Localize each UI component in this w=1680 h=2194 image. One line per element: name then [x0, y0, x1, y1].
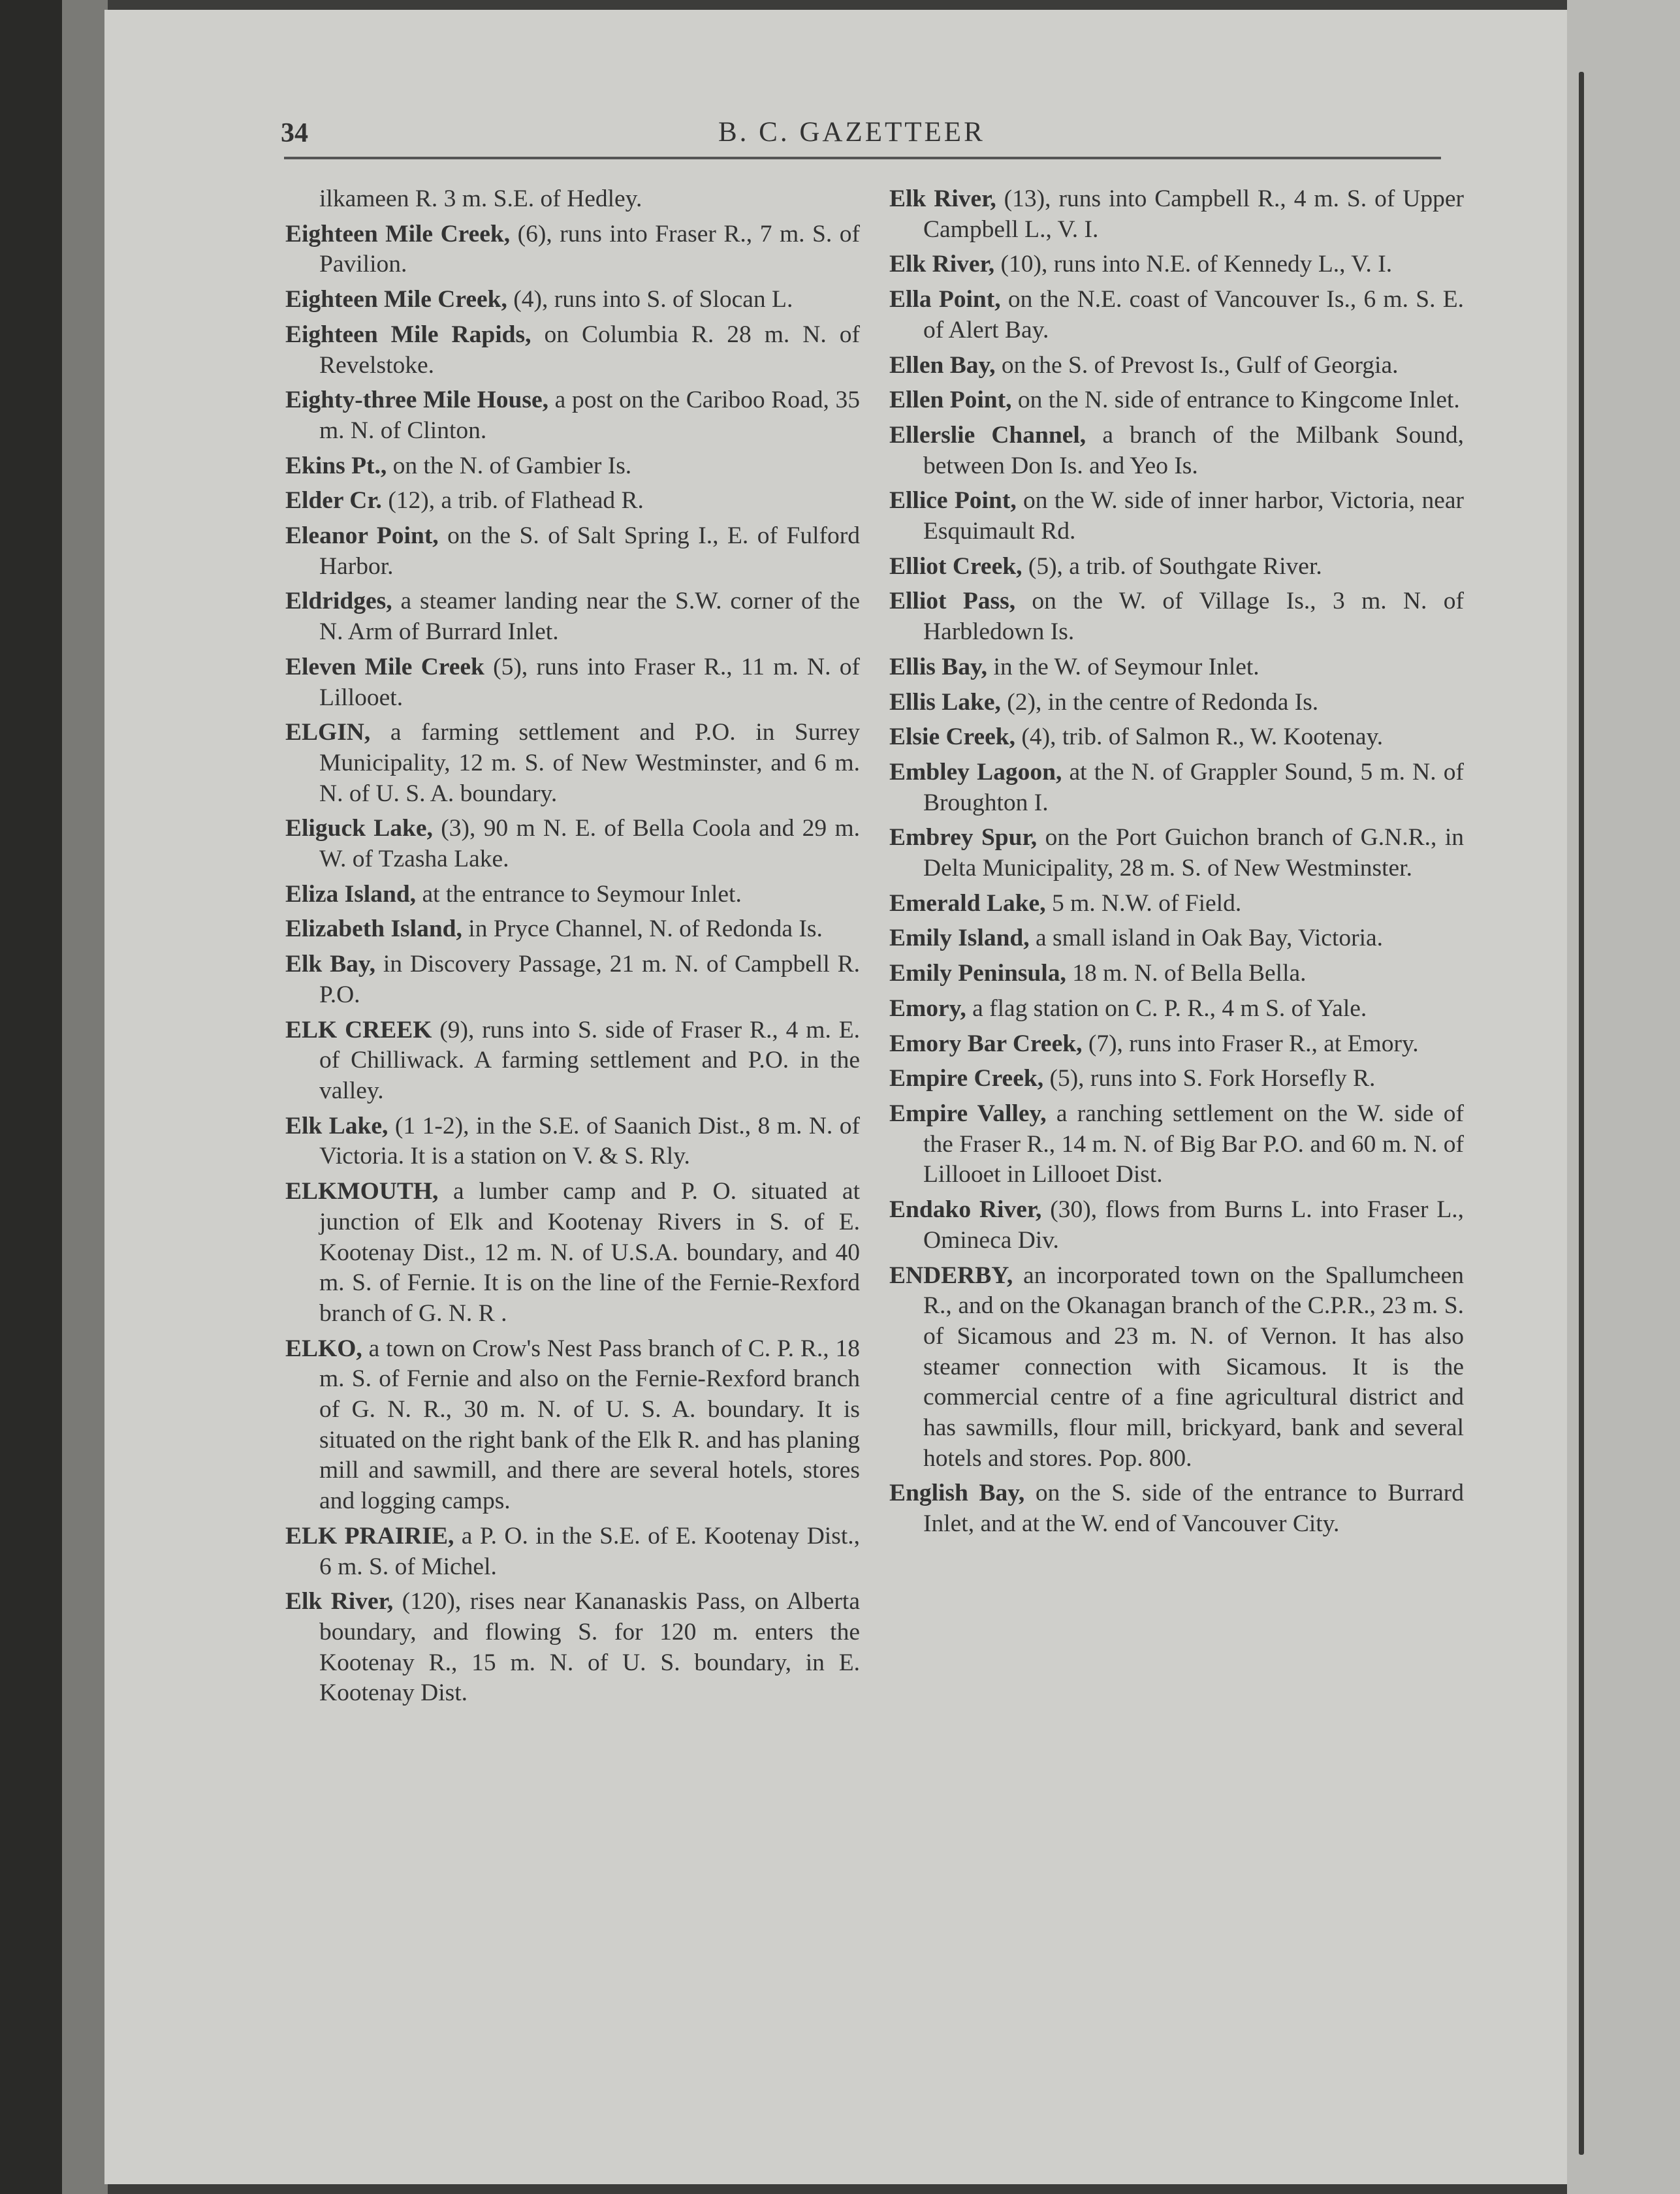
- gazetteer-entry: [285, 1015, 860, 1107]
- entry-headword: Ellis Lake,: [889, 688, 1001, 716]
- entry-headword: Embrey Spur,: [889, 824, 1038, 851]
- entry-headword: Elk River,: [285, 1588, 394, 1615]
- entry-headword: Emily Peninsula,: [889, 960, 1066, 987]
- gazetteer-entry: [889, 1064, 1464, 1094]
- entry-text: a flag station on C. P. R., 4 m S. of Yale.: [966, 994, 1367, 1022]
- entry-headword: Eighteen Mile Creek,: [285, 220, 511, 247]
- entry-headword: Elizabeth Island,: [285, 915, 462, 943]
- entry-headword: Elk Bay,: [285, 951, 375, 978]
- entry-headword: Eighty-three Mile House,: [285, 387, 548, 414]
- entry-headword: ELK CREEK: [285, 1016, 432, 1043]
- gazetteer-entry: [285, 320, 860, 381]
- entry-headword: Elliot Creek,: [889, 552, 1022, 580]
- right-edge-rule: [1579, 72, 1584, 2155]
- entry-headword: Embley Lagoon,: [889, 758, 1062, 786]
- entry-headword: Eldridges,: [285, 588, 392, 615]
- entry-text: (7), runs into Fraser R., at Emory.: [1082, 1030, 1419, 1057]
- entry-text: (13), runs into Campbell R., 4 m. S. of Upper Campbell L., V. I.: [923, 185, 1464, 243]
- entry-text: on the N. side of entrance to Kingcome Inlet.: [1011, 387, 1460, 414]
- gazetteer-entry: [889, 1195, 1464, 1256]
- gazetteer-entry: [285, 521, 860, 582]
- entry-text: ilkameen R. 3 m. S.E. of Hedley.: [319, 185, 642, 212]
- entry-text: on the W. side of inner harbor, Victoria, near Esquimault Rd.: [923, 487, 1464, 545]
- entry-text: (5), a trib. of Southgate River.: [1022, 552, 1322, 580]
- entry-text: a ranching settlement on the W. side of the Fraser R., 14 m. N. of Big Bar P.O. and 60 m. N. of Lillooet in Lillooet Dist.: [923, 1100, 1464, 1188]
- entry-headword: ELGIN,: [285, 719, 371, 746]
- entry-headword: Emory Bar Creek,: [889, 1030, 1083, 1057]
- entry-text: at the entrance to Seymour Inlet.: [416, 880, 742, 908]
- entry-text: a branch of the Milbank Sound, between Don Is. and Yeo Is.: [923, 421, 1464, 479]
- gazetteer-entry: [285, 486, 860, 517]
- entry-text: (6), runs into Fraser R., 7 m. S. of Pavilion.: [319, 220, 860, 278]
- gazetteer-entry: [889, 486, 1464, 547]
- gazetteer-entry: [889, 552, 1464, 582]
- entry-text: at the N. of Grappler Sound, 5 m. N. of Broughton I.: [923, 758, 1464, 816]
- gazetteer-entry: [889, 1029, 1464, 1060]
- entry-headword: Emily Island,: [889, 925, 1030, 952]
- entry-text: (5), runs into Fraser R., 11 m. N. of Lillooet.: [319, 653, 860, 711]
- entry-text: (9), runs into S. side of Fraser R., 4 m. E. of Chilliwack. A farming settlement and P.O. in the valley.: [319, 1016, 860, 1104]
- gazetteer-entry: [889, 249, 1464, 280]
- gazetteer-entry: [889, 586, 1464, 647]
- gazetteer-entry: [285, 1111, 860, 1172]
- entry-text: on the W. of Village Is., 3 m. N. of Harbledown Is.: [923, 588, 1464, 646]
- entry-text: in Pryce Channel, N. of Redonda Is.: [462, 915, 823, 943]
- gazetteer-entry: [889, 959, 1464, 989]
- entry-headword: Eliguck Lake,: [285, 815, 433, 842]
- gazetteer-entry: [889, 652, 1464, 683]
- entry-text: in Discovery Passage, 21 m. N. of Campbell R. P.O.: [319, 951, 860, 1008]
- entry-text: an incorporated town on the Spallumcheen R., and on the Okanagan branch of the C.P.R., 23 m. S. of Sicamous and 23 m. N. of Vernon. It has also steamer connection with Sicamous. It is the commercial centre of a fine agricultural district and has sawmills, flour mill, brickyard, bank and several hotels and stores. Pop. 800.: [923, 1262, 1464, 1472]
- entry-headword: Empire Valley,: [889, 1100, 1047, 1127]
- entry-text: a steamer landing near the S.W. corner of the N. Arm of Burrard Inlet.: [319, 588, 860, 646]
- entry-text: (120), rises near Kananaskis Pass, on Alberta boundary, and flowing S. for 120 m. enters the Kootenay R., 15 m. N. of U. S. boundary, in E. Kootenay Dist.: [319, 1588, 860, 1707]
- entry-headword: Elk River,: [889, 251, 995, 278]
- gazetteer-entry: [889, 1478, 1464, 1539]
- gazetteer-entry: [889, 1261, 1464, 1474]
- gazetteer-entry: [285, 652, 860, 713]
- gazetteer-entry: [285, 1177, 860, 1329]
- entry-headword: Eighteen Mile Rapids,: [285, 321, 531, 348]
- gazetteer-entry: [285, 285, 860, 315]
- gazetteer-entry: [889, 351, 1464, 381]
- entry-headword: ELKO,: [285, 1335, 362, 1362]
- entry-text: (4), trib. of Salmon R., W. Kootenay.: [1015, 723, 1384, 751]
- entry-text: a P. O. in the S.E. of E. Kootenay Dist., 6 m. S. of Michel.: [319, 1522, 860, 1580]
- entry-text: (2), in the centre of Redonda Is.: [1000, 688, 1319, 716]
- gazetteer-entry: [285, 219, 860, 280]
- entry-text: (10), runs into N.E. of Kennedy L., V. I.: [994, 251, 1393, 278]
- book-binding: [0, 0, 72, 2194]
- entry-text: 18 m. N. of Bella Bella.: [1066, 960, 1307, 987]
- entry-text: on the S. of Prevost Is., Gulf of Georgia.: [995, 351, 1399, 379]
- entry-text: a small island in Oak Bay, Victoria.: [1029, 925, 1384, 952]
- gazetteer-entry: [889, 923, 1464, 954]
- header-rule: [284, 157, 1441, 159]
- gazetteer-entry: [285, 451, 860, 482]
- entry-text: (3), 90 m N. E. of Bella Coola and 29 m. W. of Tzasha Lake.: [319, 815, 860, 873]
- gazetteer-entry: [285, 814, 860, 874]
- entry-headword: Elliot Pass,: [889, 588, 1016, 615]
- gazetteer-entry: [889, 1099, 1464, 1190]
- entry-headword: Elsie Creek,: [889, 723, 1016, 751]
- entry-text: (30), flows from Burns L. into Fraser L., Omineca Div.: [923, 1196, 1464, 1254]
- gazetteer-entry: [285, 949, 860, 1010]
- entry-headword: Ella Point,: [889, 286, 1001, 313]
- entry-text: on the N.E. coast of Vancouver Is., 6 m. S. E. of Alert Bay.: [923, 286, 1464, 343]
- entry-text: on Columbia R. 28 m. N. of Revelstoke.: [319, 321, 860, 379]
- page-number: 34: [281, 118, 308, 148]
- gazetteer-entry: [285, 1587, 860, 1709]
- gazetteer-entry: [889, 688, 1464, 718]
- entry-headword: Elk Lake,: [285, 1112, 388, 1139]
- entry-headword: Empire Creek,: [889, 1065, 1044, 1092]
- entry-text: on the N. of Gambier Is.: [387, 452, 632, 479]
- entry-headword: Ellen Bay,: [889, 351, 996, 379]
- entry-headword: ELKMOUTH,: [285, 1178, 439, 1205]
- entry-headword: Ellen Point,: [889, 387, 1012, 414]
- entry-text: on the Port Guichon branch of G.N.R., in Delta Municipality, 28 m. S. of New Westminster.: [923, 824, 1464, 882]
- entry-text: on the S. side of the entrance to Burrard Inlet, and at the W. end of Vancouver City.: [923, 1480, 1464, 1538]
- entry-headword: Emory,: [889, 994, 966, 1022]
- gazetteer-entry: [285, 914, 860, 945]
- entry-headword: Eighteen Mile Creek,: [285, 286, 507, 313]
- gazetteer-entry: [285, 880, 860, 910]
- entry-headword: ELK PRAIRIE,: [285, 1522, 454, 1550]
- entry-text: a post on the Cariboo Road, 35 m. N. of Clinton.: [319, 387, 860, 444]
- entry-headword: Eliza Island,: [285, 880, 417, 908]
- entry-headword: English Bay,: [889, 1480, 1025, 1507]
- gazetteer-entry: [889, 994, 1464, 1025]
- entry-text: a farming settlement and P.O. in Surrey Municipality, 12 m. S. of New Westminster, and 6 m. N. of U. S. A. boundary.: [319, 719, 860, 807]
- gazetteer-entry: [889, 757, 1464, 818]
- gazetteer-entry: [285, 1521, 860, 1582]
- gazetteer-entry: [285, 1334, 860, 1517]
- right-column: [889, 184, 1464, 1544]
- gazetteer-entry: [889, 184, 1464, 245]
- gazetteer-entry: [889, 722, 1464, 753]
- entry-headword: Ekins Pt.,: [285, 452, 387, 479]
- entry-text: (1 1-2), in the S.E. of Saanich Dist., 8 m. N. of Victoria. It is a station on V. & S. Rly.: [319, 1112, 860, 1170]
- page-gutter: [62, 0, 108, 2194]
- gazetteer-entry: [285, 385, 860, 446]
- gazetteer-entry: [889, 889, 1464, 919]
- entry-headword: Eleanor Point,: [285, 522, 439, 550]
- entry-headword: Endako River,: [889, 1196, 1042, 1224]
- gazetteer-entry: [285, 184, 860, 215]
- entry-headword: Elder Cr.: [285, 487, 382, 515]
- gazetteer-entry: [889, 285, 1464, 345]
- entry-text: a lumber camp and P. O. situated at junction of Elk and Kootenay Rivers in S. of E. Kootenay Dist., 12 m. N. of U.S.A. boundary, and 40 m. S. of Fernie. It is on the line of the Fernie-Rexford branch of G. N. R .: [319, 1178, 860, 1327]
- gazetteer-entry: [285, 586, 860, 647]
- entry-text: (12), a trib. of Flathead R.: [381, 487, 644, 515]
- entry-text: on the S. of Salt Spring I., E. of Fulford Harbor.: [319, 522, 860, 580]
- entry-headword: Eleven Mile Creek: [285, 653, 484, 680]
- left-column: [285, 184, 860, 1713]
- gazetteer-entry: [889, 823, 1464, 883]
- gazetteer-entry: [889, 385, 1464, 416]
- entry-text: 5 m. N.W. of Field.: [1045, 889, 1242, 917]
- gazetteer-entry: [285, 718, 860, 809]
- gazetteer-entry: [889, 421, 1464, 481]
- entry-headword: Ellerslie Channel,: [889, 421, 1086, 449]
- entry-headword: Emerald Lake,: [889, 889, 1046, 917]
- entry-headword: Ellis Bay,: [889, 653, 988, 680]
- entry-headword: Elk River,: [889, 185, 996, 212]
- entry-text: (5), runs into S. Fork Horsefly R.: [1043, 1065, 1376, 1092]
- entry-headword: Ellice Point,: [889, 487, 1017, 515]
- entry-text: in the W. of Seymour Inlet.: [987, 653, 1260, 680]
- entry-text: a town on Crow's Nest Pass branch of C. P. R., 18 m. S. of Fernie and also on the Fernie-Rexford branch of G. N. R., 30 m. N. of U. S. A. boundary. It is situated on the right bank of the Elk R. and has planing mill and sawmill, and there are several hotels, stores and logging camps.: [319, 1335, 860, 1515]
- entry-text: (4), runs into S. of Slocan L.: [507, 286, 793, 313]
- running-title: B. C. GAZETTEER: [718, 117, 985, 148]
- entry-headword: ENDERBY,: [889, 1262, 1013, 1289]
